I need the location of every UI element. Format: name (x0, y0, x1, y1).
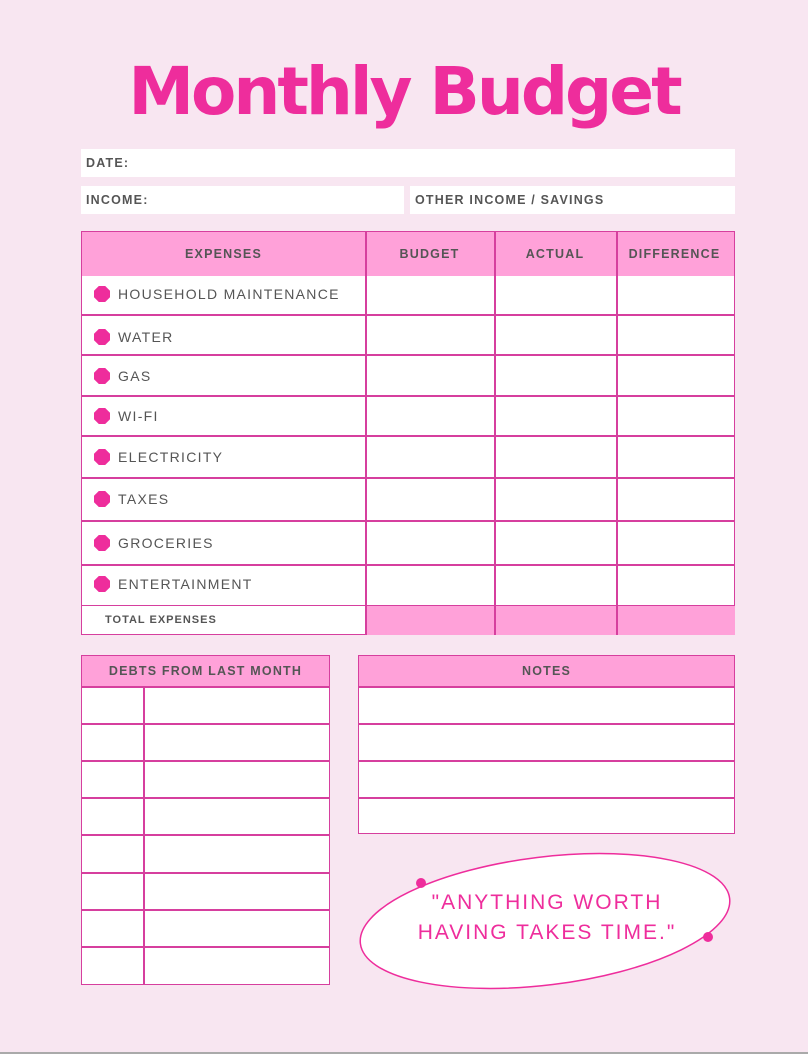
header-actual: ACTUAL (525, 247, 585, 261)
row-divider (82, 760, 329, 762)
quote-line-2: HAVING TAKES TIME." (417, 921, 677, 944)
row-divider (359, 797, 734, 799)
row-divider (82, 395, 734, 397)
quote-line-1: "ANYTHING WORTH (431, 891, 663, 914)
expense-label: GAS (118, 368, 152, 384)
income-field[interactable] (81, 186, 404, 214)
row-divider (82, 520, 734, 522)
header-difference: DIFFERENCE (628, 247, 721, 261)
row-divider (82, 314, 734, 316)
octagon-bullet-icon (94, 449, 110, 465)
expense-label: WATER (118, 329, 174, 345)
debts-table (81, 655, 330, 985)
total-budget-cell[interactable] (367, 606, 495, 635)
expense-row-entertainment (94, 574, 253, 594)
row-divider (82, 686, 329, 688)
octagon-bullet-icon (94, 491, 110, 507)
date-label: DATE: (86, 156, 130, 170)
row-divider (82, 354, 734, 356)
expense-row-household-maintenance (94, 284, 340, 304)
row-divider (82, 477, 734, 479)
header-expenses: EXPENSES (185, 247, 262, 261)
quote-dot-icon (416, 878, 426, 888)
row-divider (82, 797, 329, 799)
expense-row-groceries (94, 533, 214, 553)
octagon-bullet-icon (94, 408, 110, 424)
expense-label: HOUSEHOLD MAINTENANCE (118, 286, 340, 302)
total-actual-cell[interactable] (496, 606, 617, 635)
expense-label: WI-FI (118, 408, 159, 424)
other-income-field[interactable] (410, 186, 735, 214)
expense-row-wifi (94, 406, 159, 426)
quote-bubble (358, 852, 736, 990)
octagon-bullet-icon (94, 368, 110, 384)
other-income-label: OTHER INCOME / SAVINGS (415, 193, 605, 207)
row-divider (359, 723, 734, 725)
row-divider (359, 760, 734, 762)
row-divider (82, 564, 734, 566)
total-difference-cell[interactable] (618, 606, 735, 635)
octagon-bullet-icon (94, 286, 110, 302)
row-divider (82, 723, 329, 725)
expense-row-gas (94, 366, 151, 386)
expense-row-electricity (94, 447, 223, 467)
col-divider (494, 232, 496, 634)
expense-label: ELECTRICITY (118, 449, 224, 465)
expense-row-water (94, 327, 174, 347)
row-divider (359, 686, 734, 688)
page-title: Monthly Budget (128, 53, 680, 130)
row-divider (82, 435, 734, 437)
debts-header: DEBTS FROM LAST MONTH (82, 656, 329, 686)
expenses-table (81, 231, 735, 635)
expense-label: GROCERIES (118, 535, 214, 551)
row-divider (82, 909, 329, 911)
row-divider (82, 872, 329, 874)
col-divider (616, 232, 618, 634)
expense-label: TAXES (118, 491, 170, 507)
notes-box (358, 655, 735, 834)
octagon-bullet-icon (94, 535, 110, 551)
notes-header: NOTES (359, 656, 734, 686)
col-divider (365, 232, 367, 634)
octagon-bullet-icon (94, 576, 110, 592)
expense-label: ENTERTAINMENT (118, 576, 253, 592)
header-budget: BUDGET (399, 247, 460, 261)
quote-text (358, 888, 736, 948)
total-expenses-label: TOTAL EXPENSES (105, 614, 217, 626)
row-divider (82, 946, 329, 948)
income-label: INCOME: (86, 193, 149, 207)
row-divider (82, 834, 329, 836)
date-field[interactable] (81, 149, 735, 177)
octagon-bullet-icon (94, 329, 110, 345)
expense-row-taxes (94, 489, 169, 509)
